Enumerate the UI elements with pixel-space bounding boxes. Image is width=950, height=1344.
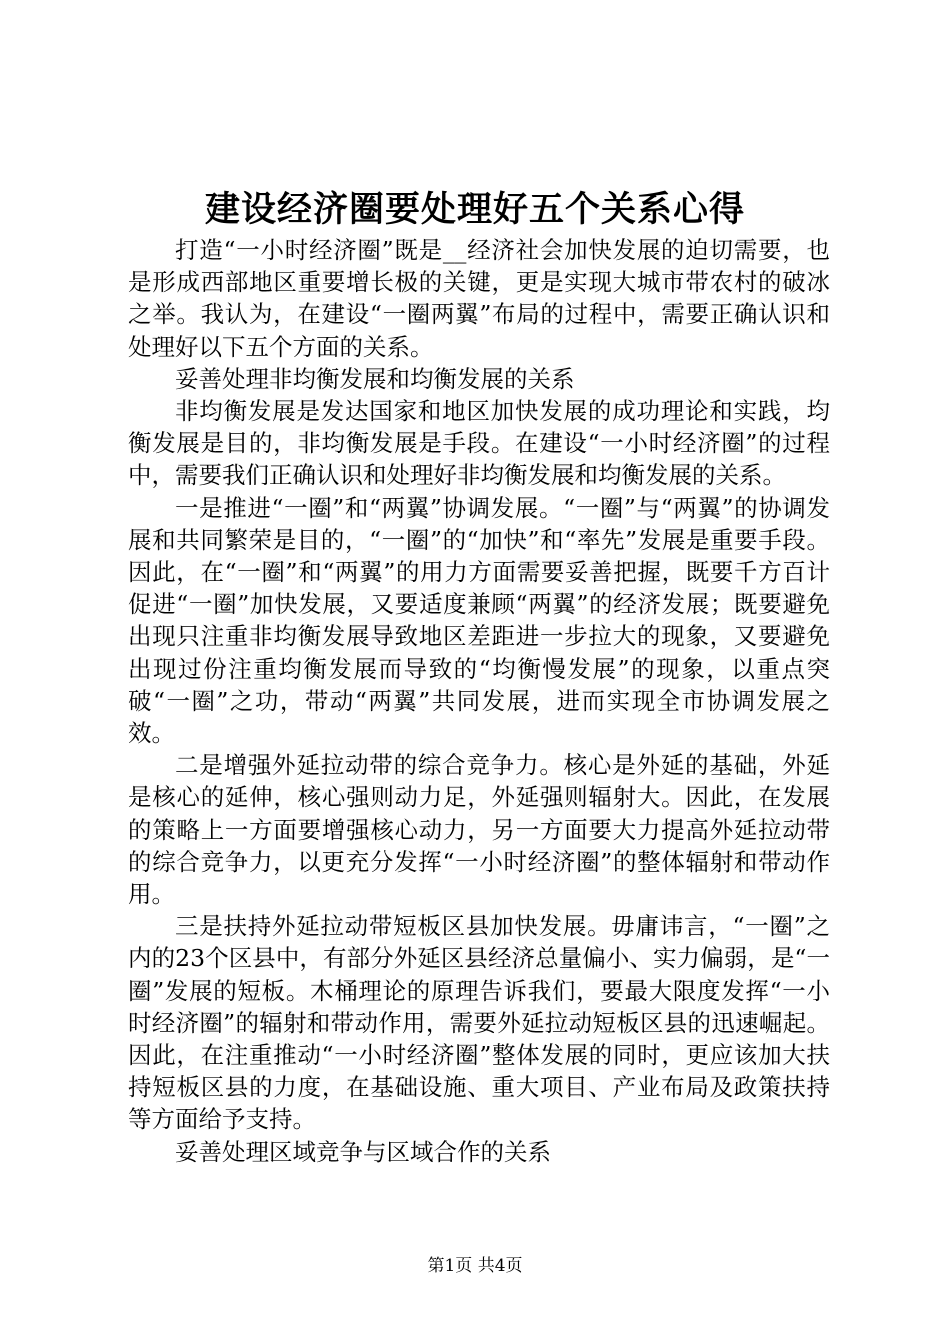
paragraph-balance-intro: 非均衡发展是发达国家和地区加快发展的成功理论和实践，均衡发展是目的，非均衡发展是手段。在建设“一小时经济圈”的过程中，需要我们正确认识和处理好非均衡发展和均衡发展的关系。 xyxy=(128,397,830,490)
document-title: 建设经济圈要处理好五个关系心得 xyxy=(204,189,745,230)
page-footer: 第1页 共4页 xyxy=(427,1256,523,1276)
section-heading-balance: 妥善处理非均衡发展和均衡发展的关系 xyxy=(175,364,575,393)
paragraph-intro: 打造“一小时经济圈”既是__经济社会加快发展的迫切需要，也是形成西部地区重要增长极的关键，更是实现大城市带农村的破冰之举。我认为，在建设“一圈两翼”布局的过程中，需要正确认识和处理好以下五个方面的关系。 xyxy=(128,236,830,361)
document-body xyxy=(128,234,830,1168)
paragraph-point-two: 二是增强外延拉动带的综合竞争力。核心是外延的基础，外延是核心的延伸，核心强则动力足，外延强则辐射大。因此，在发展的策略上一方面要增强核心动力，另一方面要大力提高外延拉动带的综合竞争力，以更充分发挥“一小时经济圈”的整体辐射和带动作用。 xyxy=(128,751,830,909)
section-heading-competition: 妥善处理区域竞争与区域合作的关系 xyxy=(175,1137,551,1166)
paragraph-point-three: 三是扶持外延拉动带短板区县加快发展。毋庸讳言，“一圈”之内的23个区县中，有部分外延区县经济总量偏小、实力偏弱，是“一圈”发展的短板。木桶理论的原理告诉我们，要最大限度发挥“一小时经济圈”的辐射和带动作用，需要外延拉动短板区县的迅速崛起。因此，在注重推动“一小时经济圈”整体发展的同时，更应该加大扶持短板区县的力度，在基础设施、重大项目、产业布局及政策扶持等方面给予支持。 xyxy=(128,912,830,1134)
paragraph-point-one: 一是推进“一圈”和“两翼”协调发展。“一圈”与“两翼”的协调发展和共同繁荣是目的，“一圈”的“加快”和“率先”发展是重要手段。因此，在“一圈”和“两翼”的用力方面需要妥善把握，既要千方百计促进“一圈”加快发展，又要适度兼顾“两翼”的经济发展；既要避免出现只注重非均衡发展导致地区差距进一步拉大的现象，又要避免出现过份注重均衡发展而导致的“均衡慢发展”的现象，以重点突破“一圈”之功，带动“两翼”共同发展，进而实现全市协调发展之效。 xyxy=(128,493,830,748)
